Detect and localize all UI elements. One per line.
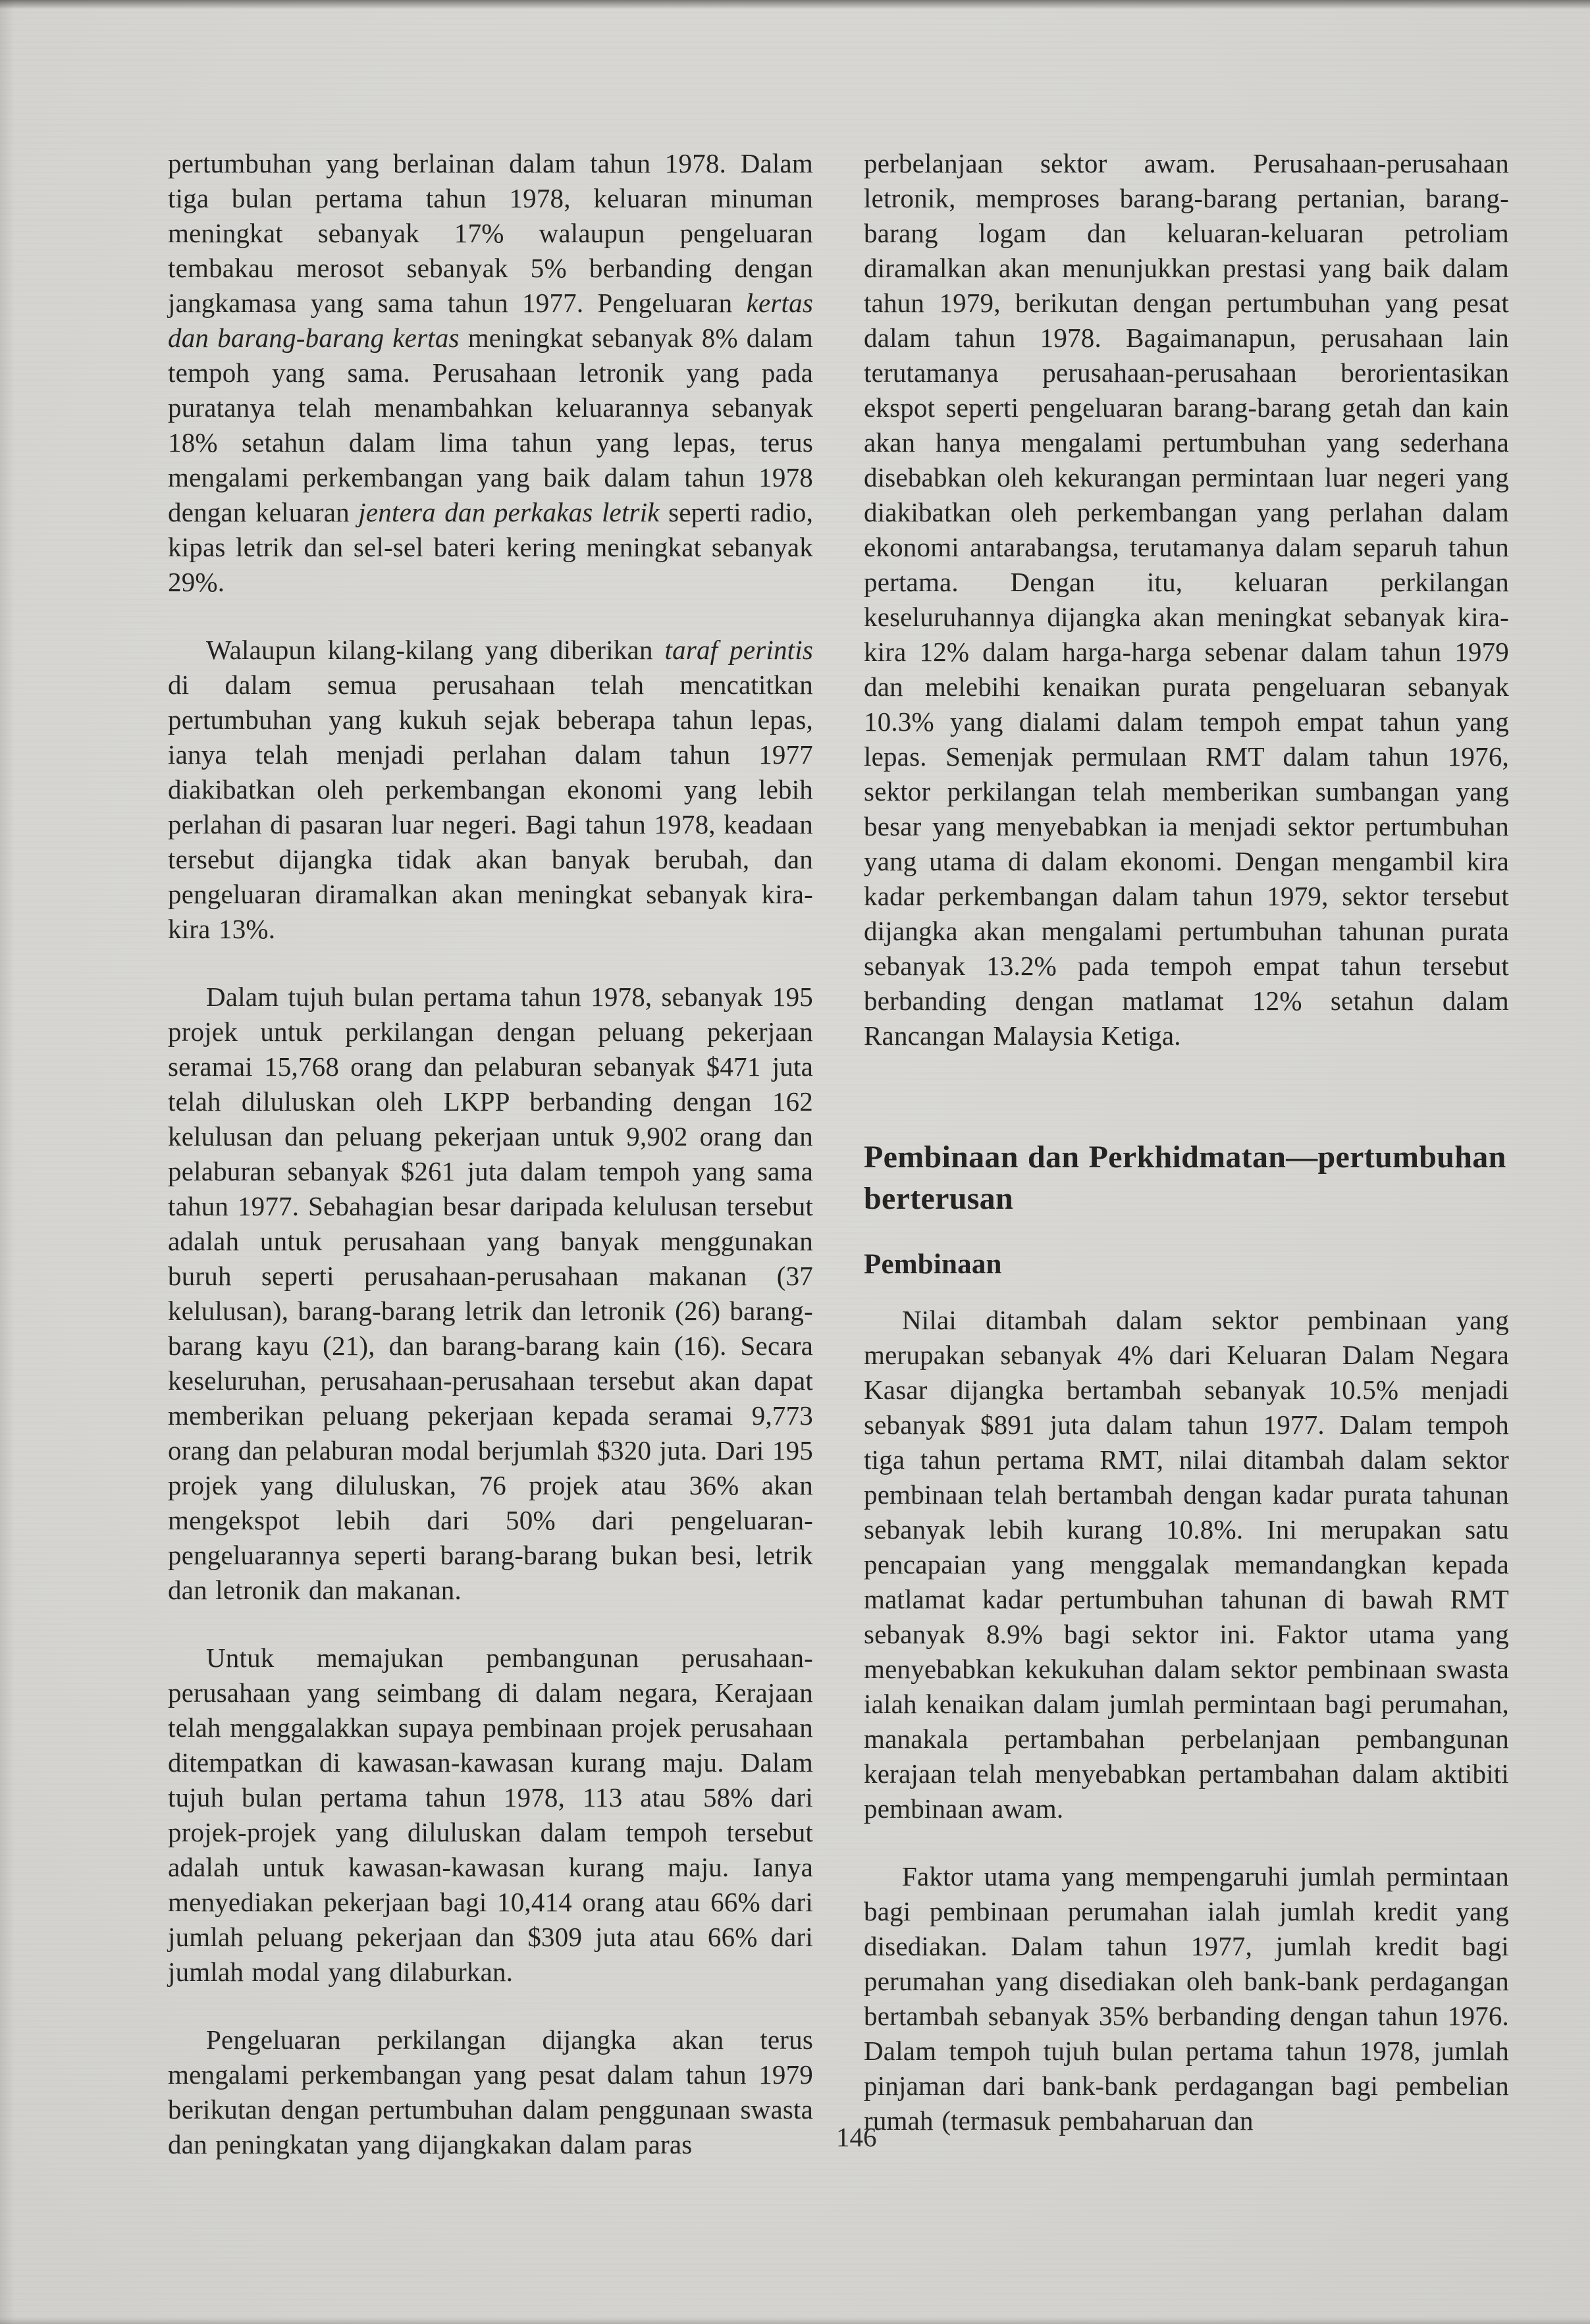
- paragraph: Untuk memajukan pembangunan perusahaan-perusahaan yang seimbang di dalam negara, Kerajaan telah menggalakkan supaya pembinaan projek perusahaan ditempatkan di kawasan-kawasan kurang maju. Dalam tujuh bulan pertama tahun 1978, 113 atau 58% dari projek-projek yang diluluskan dalam tempoh tersebut adalah untuk kawasan-kawasan kurang maju. Ianya menyediakan pekerjaan bagi 10,414 orang atau 66% dari jumlah peluang pekerjaan dan $309 juta atau 66% dari jumlah modal yang dilaburkan.: [168, 1643, 813, 1987]
- paragraph: Walaupun kilang-kilang yang diberikan taraf perintis di dalam semua perusahaan telah mencatitkan pertumbuhan yang kukuh sejak beberapa tahun lepas, ianya telah menjadi perlahan dalam tahun 1977 diakibatkan oleh perkembangan ekonomi yang lebih perlahan di pasaran luar negeri. Bagi tahun 1978, keadaan tersebut dijangka tidak akan banyak berubah, dan pengeluaran diramalkan akan meningkat sebanyak kira-kira 13%.: [168, 635, 813, 944]
- left-column: [168, 146, 813, 2162]
- paragraph: Dalam tujuh bulan pertama tahun 1978, sebanyak 195 projek untuk perkilangan dengan peluang pekerjaan seramai 15,768 orang dan pelaburan sebanyak $471 juta telah diluluskan oleh LKPP berbanding dengan 162 kelulusan dan peluang pekerjaan untuk 9,902 orang dan pelaburan sebanyak $261 juta dalam tempoh yang sama tahun 1977. Sebahagian besar daripada kelulusan tersebut adalah untuk perusahaan yang banyak menggunakan buruh seperti perusahaan-perusahaan makanan (37 kelulusan), barang-barang letrik dan letronik (26) barang-barang kayu (21), dan barang-barang kain (16). Secara keseluruhan, perusahaan-perusahaan tersebut akan dapat memberikan peluang pekerjaan kepada seramai 9,773 orang dan pelaburan modal berjumlah $320 juta. Dari 195 projek yang diluluskan, 76 projek atau 36% akan mengekspot lebih dari 50% dari pengeluaran-pengeluarannya seperti barang-barang bukan besi, letrik dan letronik dan makanan.: [168, 982, 813, 1605]
- paragraph: Faktor utama yang mempengaruhi jumlah permintaan bagi pembinaan perumahan ialah jumlah kredit yang disediakan. Dalam tahun 1977, jumlah kredit bagi perumahan yang disediakan oleh bank-bank perdagangan bertambah sebanyak 35% berbanding dengan tahun 1976. Dalam tempoh tujuh bulan pertama tahun 1978, jumlah pinjaman dari bank-bank perdagangan bagi pembelian rumah (termasuk pembaharuan dan: [864, 1861, 1509, 2136]
- scan-edge-shadow-top: [0, 0, 1590, 9]
- page-number: 146: [836, 2122, 877, 2152]
- paragraph: pertumbuhan yang berlainan dalam tahun 1978. Dalam tiga bulan pertama tahun 1978, keluaran minuman meningkat sebanyak 17% walaupun pengeluaran tembakau merosot sebanyak 5% berbanding dengan jangkamasa yang sama tahun 1977. Pengeluaran kertas dan barang-barang kertas meningkat sebanyak 8% dalam tempoh yang sama. Perusahaan letronik yang pada puratanya telah menambahkan keluarannya sebanyak 18% setahun dalam lima tahun yang lepas, terus mengalami perkembangan yang baik dalam tahun 1978 dengan keluaran jentera dan perkakas letrik seperti radio, kipas letrik dan sel-sel bateri kering meningkat sebanyak 29%.: [168, 148, 814, 597]
- scan-edge-shadow-left: [0, 0, 14, 2324]
- section-heading: Pembinaan dan Perkhidmatan—pertumbuhan berterusan: [864, 1140, 1506, 1216]
- paragraph: Nilai ditambah dalam sektor pembinaan yang merupakan sebanyak 4% dari Keluaran Dalam Negara Kasar dijangka bertambah sebanyak 10.5% menjadi sebanyak $891 juta dalam tahun 1977. Dalam tempoh tiga tahun pertama RMT, nilai ditambah dalam sektor pembinaan telah bertambah dengan kadar purata tahunan sebanyak lebih kurang 10.8%. Ini merupakan satu pencapaian yang menggalak memandangkan kepada matlamat kadar pertumbuhan tahunan di bawah RMT sebanyak 8.9% bagi sektor ini. Faktor utama yang menyebabkan kekukuhan dalam sektor pembinaan swasta ialah kenaikan dalam jumlah permintaan bagi perumahan, manakala pertambahan perbelanjaan pembangunan kerajaan telah menyebabkan pertambahan dalam aktibiti pembinaan awam.: [864, 1305, 1509, 1824]
- paragraph: Pengeluaran perkilangan dijangka akan terus mengalami perkembangan yang pesat dalam tahun 1979 berikutan dengan pertumbuhan dalam penggunaan swasta dan peningkatan yang dijangkakan dalam paras: [168, 2024, 813, 2159]
- sub-heading: Pembinaan: [864, 1249, 1002, 1280]
- scan-edge-shadow-bottom: [0, 2317, 1590, 2324]
- right-column: [864, 146, 1509, 2138]
- paragraph: perbelanjaan sektor awam. Perusahaan-perusahaan letronik, memproses barang-barang pertanian, barang-barang logam dan keluaran-keluaran petroliam diramalkan akan menunjukkan prestasi yang baik dalam tahun 1979, berikutan dengan pertumbuhan yang pesat dalam tahun 1978. Bagaimanapun, perusahaan lain terutamanya perusahaan-perusahaan berorientasikan ekspot seperti pengeluaran barang-barang getah dan kain akan hanya mengalami pertumbuhan yang sederhana disebabkan oleh kekurangan permintaan luar negeri yang diakibatkan oleh perkembangan yang perlahan dalam ekonomi antarabangsa, terutamanya dalam separuh tahun pertama. Dengan itu, keluaran perkilangan keseluruhannya dijangka akan meningkat sebanyak kira-kira 12% dalam harga-harga sebenar dalam tahun 1979 dan melebihi kenaikan purata pengeluaran sebanyak 10.3% yang dialami dalam tempoh empat tahun yang lepas. Semenjak permulaan RMT dalam tahun 1976, sektor perkilangan telah memberikan sumbangan yang besar yang menyebabkan ia menjadi sektor pertumbuhan yang utama di dalam ekonomi. Dengan mengambil kira kadar perkembangan dalam tahun 1979, sektor tersebut dijangka akan mengalami pertumbuhan tahunan purata sebanyak 13.2% pada tempoh empat tahun tersebut berbanding dengan matlamat 12% setahun dalam Rancangan Malaysia Ketiga.: [864, 148, 1509, 1051]
